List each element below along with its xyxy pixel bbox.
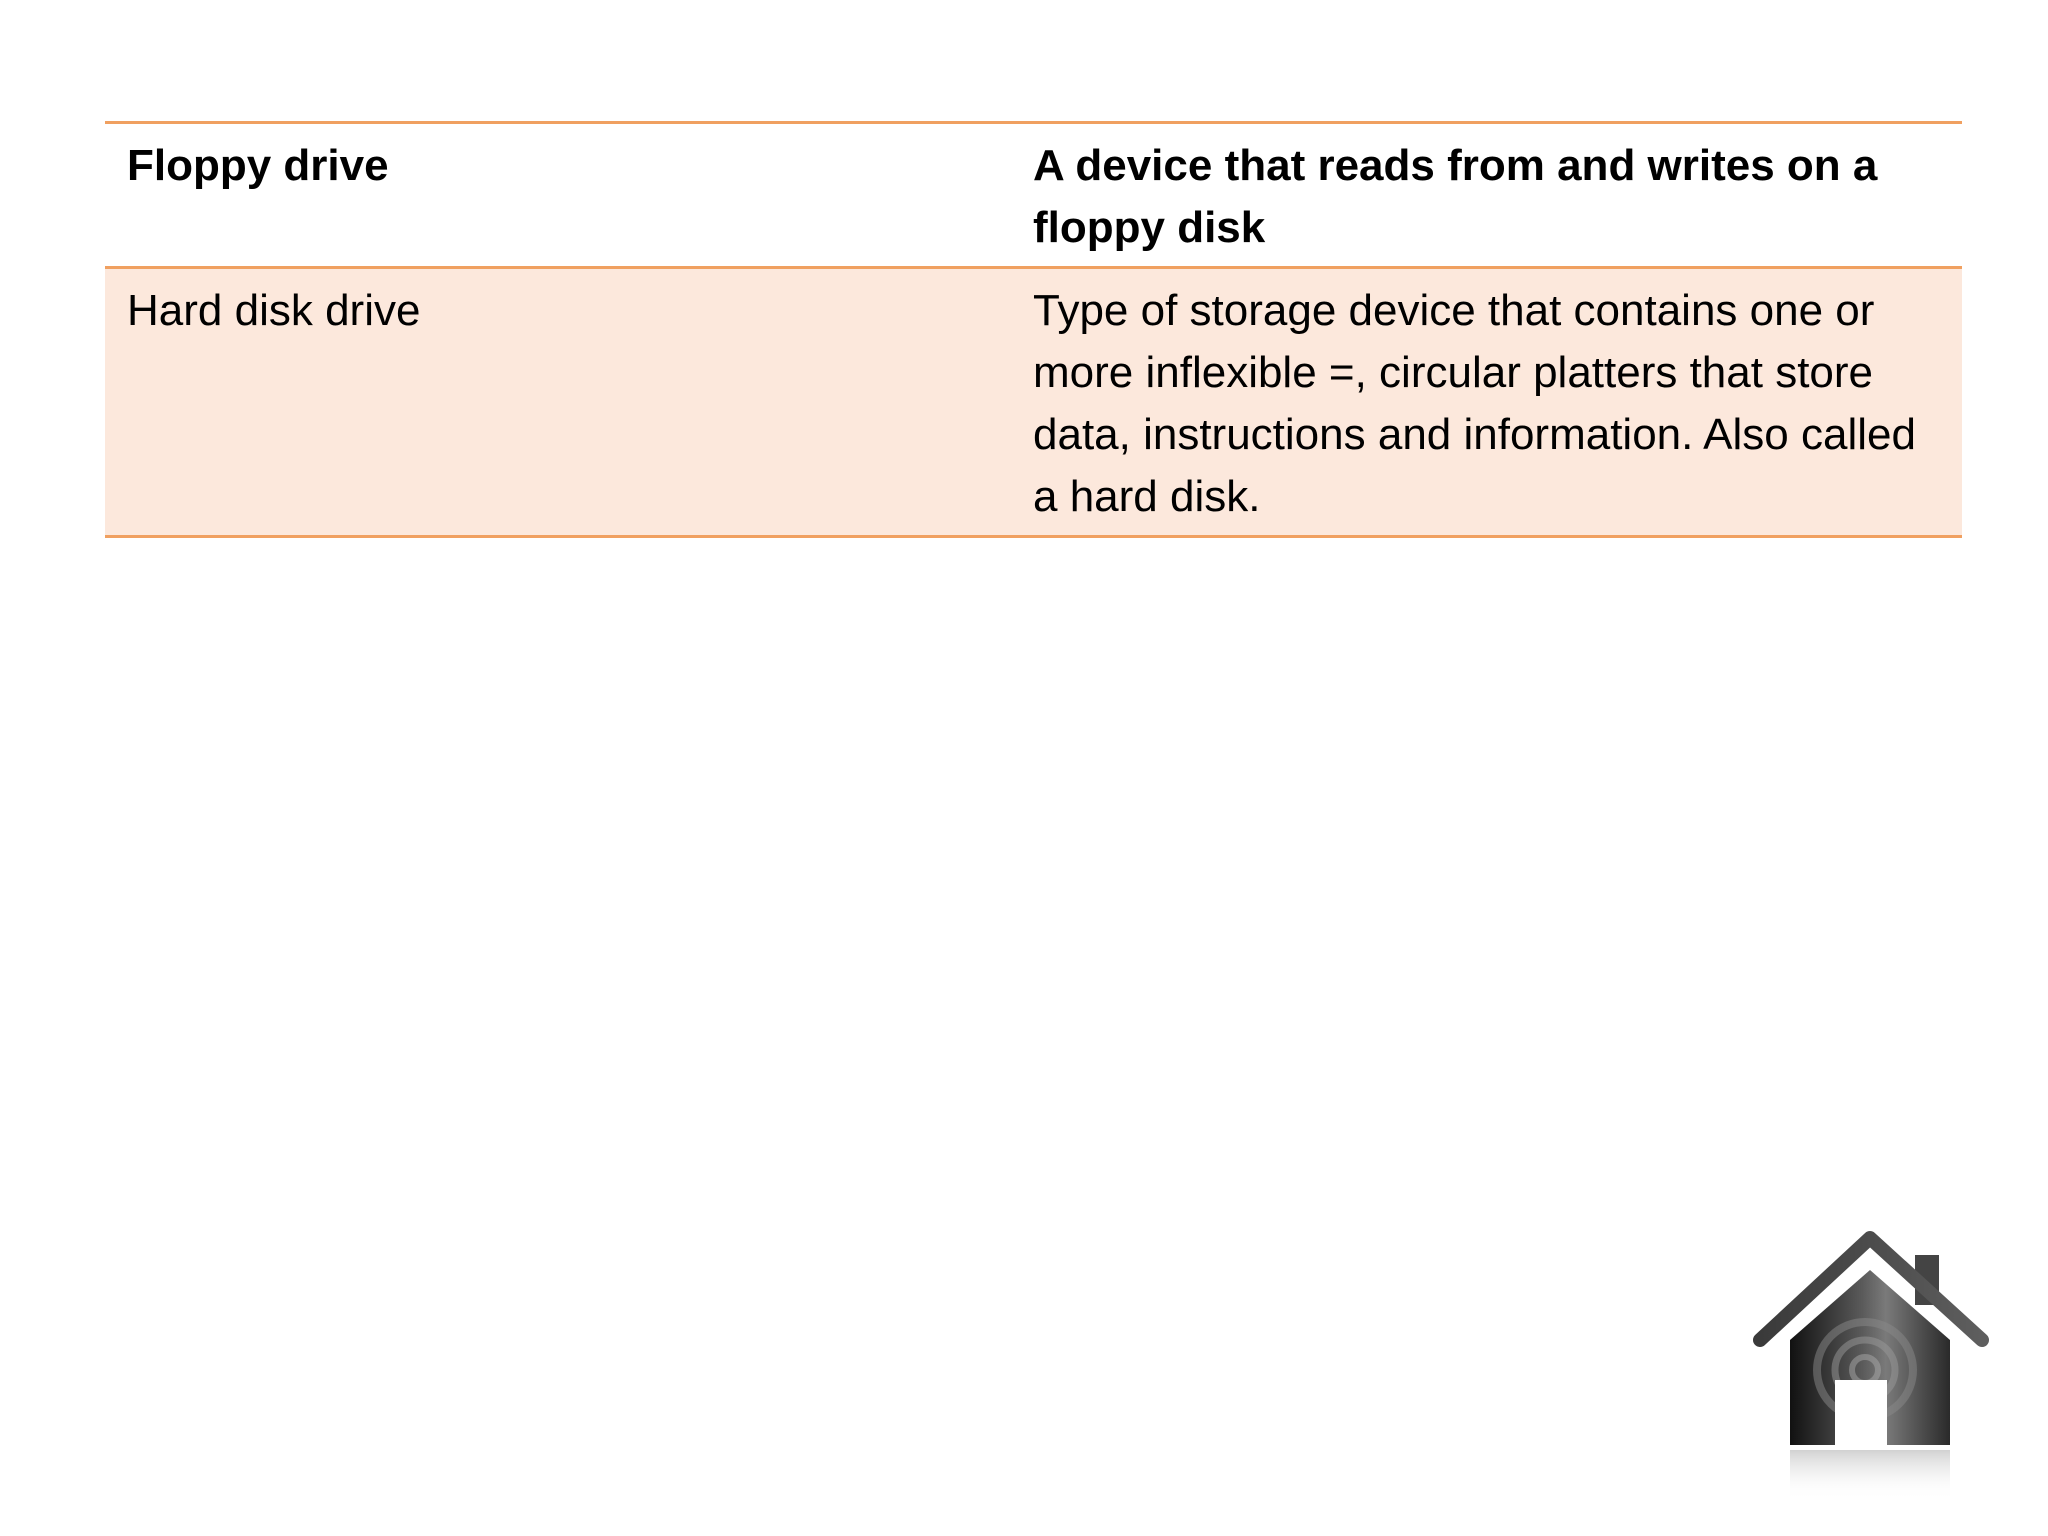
table-row <box>105 269 1962 538</box>
term-cell: Hard disk drive <box>127 286 421 335</box>
home-button[interactable] <box>1750 1230 2010 1520</box>
definition-cell: A device that reads from and writes on a floppy disk <box>1033 141 1878 252</box>
term-cell: Floppy drive <box>127 141 389 190</box>
home-icon <box>1750 1230 2010 1520</box>
table-row <box>105 124 1962 269</box>
definition-table <box>105 121 1962 538</box>
definition-cell: Type of storage device that contains one or more inflexible =, circular platters that store data, instructions and information. Also called a hard disk. <box>1033 286 1916 521</box>
